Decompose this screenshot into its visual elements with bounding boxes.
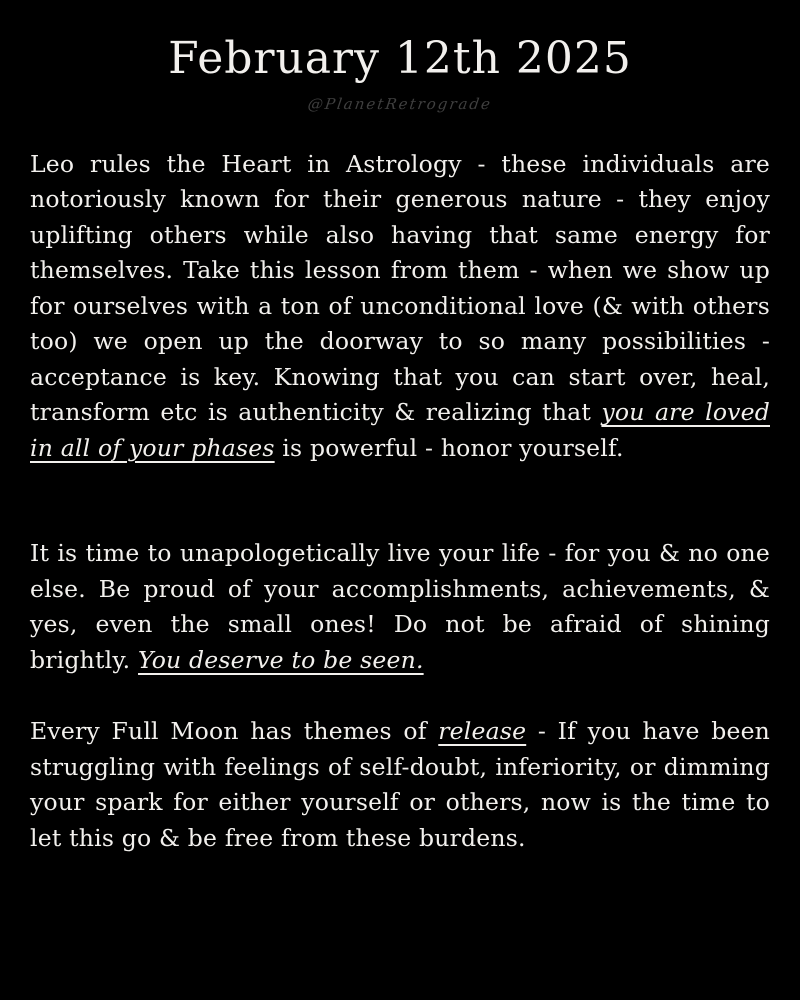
- paragraph-live-your-life: [30, 536, 770, 678]
- emphasized-text: You deserve to be seen.: [138, 645, 424, 674]
- paragraph-leo-heart: [30, 147, 770, 467]
- text-segment: It is time to unapologetically live your life - for you & no one else. Be proud of your accomplishments, achievements, & yes, even the small ones! Do not be afraid of shining brightly.: [30, 539, 770, 674]
- page-title: February 12th 2025: [168, 33, 632, 84]
- paragraph-full-moon-release: [30, 714, 770, 856]
- text-segment: - If you have been struggling with feelings of self-doubt, inferiority, or dimming your spark for either yourself or others, now is the time to let this go & be free from these burdens.: [30, 717, 771, 852]
- emphasized-text: release: [438, 717, 527, 746]
- text-segment: is powerful - honor yourself.: [274, 433, 624, 462]
- author-handle: @PlanetRetrograde: [306, 94, 494, 113]
- body-text: [30, 147, 770, 857]
- text-segment: Leo rules the Heart in Astrology - these individuals are notoriously known for their generous nature - they enjoy uplifting others while also having that same energy for themselves. Take this lesson from them - when we show up for ourselves with a ton of unconditional love (& with others too) we open up the doorway to so many possibilities - acceptance is key. Knowing that you can start over, heal, transform etc is authenticity & realizing that: [30, 149, 770, 427]
- text-segment: Every Full Moon has themes of: [30, 717, 439, 746]
- emphasized-text: you are loved in all of your phases: [30, 398, 770, 462]
